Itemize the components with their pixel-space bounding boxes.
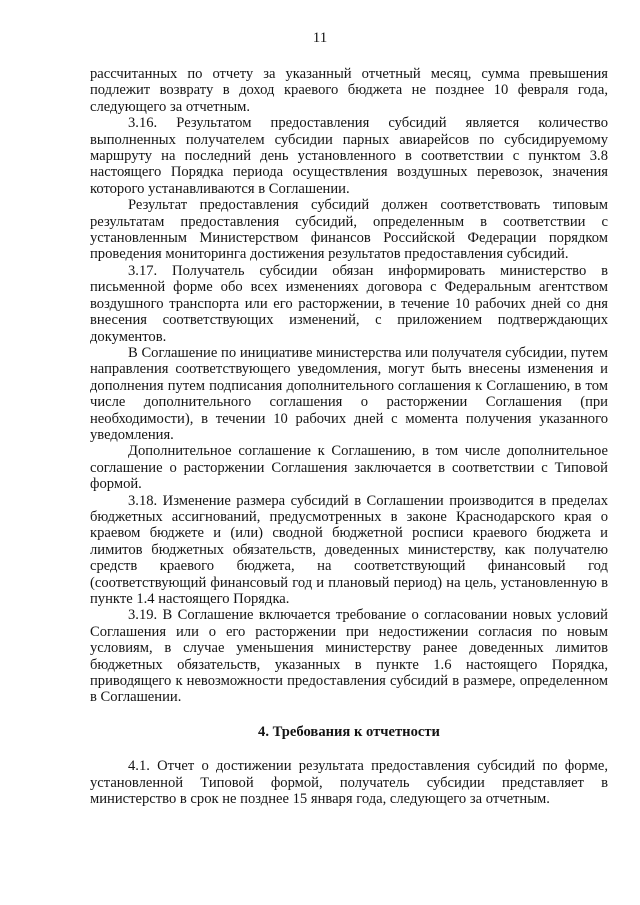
paragraph: Результат предоставления субсидий должен соответствовать типовым результатам предоставления субсидий, определенным в соответствии с установленным Министерством финансов Российской Федерации порядком проведения мониторинга достижения результатов предоставления субсидий. (90, 197, 608, 263)
paragraph: 3.19. В Соглашение включается требование о согласовании новых условий Соглашения или о его расторжении при недостижении согласия по новым условиям, в случае уменьшения министерству ранее доведенных лимитов бюджетных обязательств, указанных в пункте 1.6 настоящего Порядка, приводящего к невозможности предоставления субсидий в размере, определенном в Соглашении. (90, 607, 608, 706)
paragraph: В Соглашение по инициативе министерства или получателя субсидии, путем направления соответствующего уведомления, могут быть внесены изменения и дополнения путем подписания дополнительного соглашения к Соглашению, в том числе дополнительного соглашения о расторжении Соглашения (при необходимости), в течении 10 рабочих дней с момента получения указанного уведомления. (90, 344, 608, 443)
paragraph: 3.18. Изменение размера субсидий в Соглашении производится в пределах бюджетных ассигнований, предусмотренных в законе Краснодарского края о краевом бюджете и (или) сводной бюджетной росписи краевого бюджета и лимитов бюджетных обязательств, доведенных министерству, как получателю средств краевого бюджета, на соответствующий финансовый год (соответствующий финансовый год и плановый период) на цель, установленную в пункте 1.4 настоящего Порядка. (90, 492, 608, 607)
page-number: 11 (312, 30, 328, 46)
paragraph: 4.1. Отчет о достижении результата предоставления субсидий по форме, установленной Типовой формой, получатель субсидии представляет в министерство в срок не позднее 15 января года, следующего за отчетным. (90, 758, 608, 808)
document-body (90, 66, 608, 807)
paragraphs-before-heading (90, 66, 608, 706)
paragraph: Дополнительное соглашение к Соглашению, в том числе дополнительное соглашение о расторжении Соглашения заключается в соответствии с Типовой формой. (90, 443, 608, 493)
paragraph: 3.17. Получатель субсидии обязан информировать министерство в письменной форме обо всех изменениях договора с Федеральным агентством воздушного транспорта или его расторжении, в течение 10 рабочих дней со дня внесения соответствующих изменений, с приложением подтверждающих документов. (90, 262, 608, 345)
paragraph: рассчитанных по отчету за указанный отчетный месяц, сумма превышения подлежит возврату в доход краевого бюджета не позднее 10 февраля года, следующего за отчетным. (90, 66, 608, 115)
section-heading: 4. Требования к отчетности (258, 723, 440, 740)
paragraphs-after-heading (90, 758, 608, 807)
paragraph: 3.16. Результатом предоставления субсидий является количество выполненных получателем субсидии парных авиарейсов по субсидируемому маршруту на последний день установленного в соответствии с пунктом 3.8 настоящего Порядка периода осуществления воздушных перевозок, значения которого устанавливаются в Соглашении. (90, 115, 608, 197)
